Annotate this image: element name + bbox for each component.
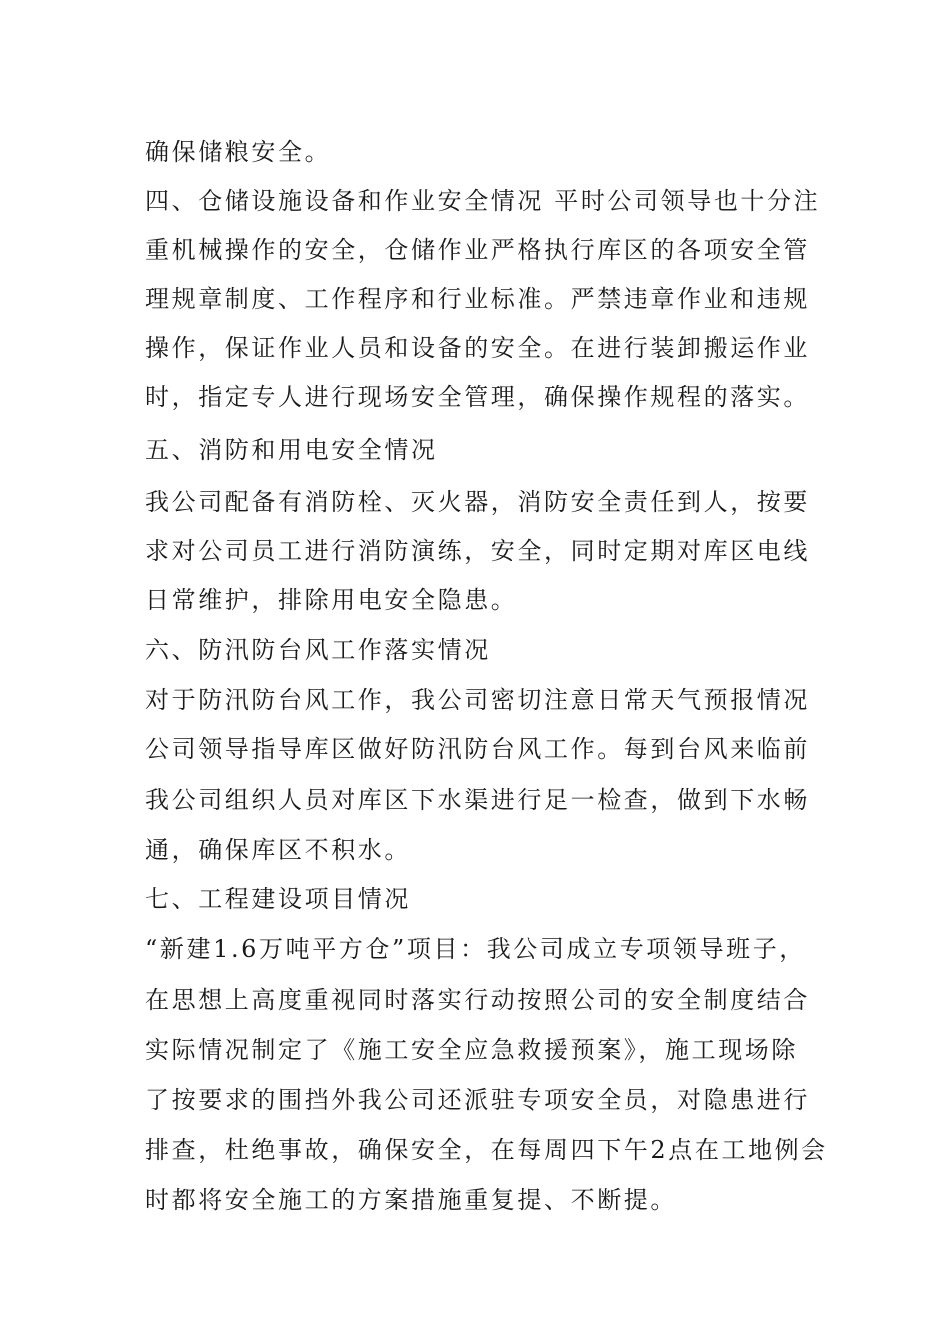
text-line: 在思想上高度重视同时落实行动按照公司的安全制度结合 — [145, 986, 810, 1014]
text-line: 实际情况制定了《施工安全应急救援预案》，施工现场除 — [145, 1036, 798, 1064]
text-line: 排查，杜绝事故，确保安全，在每周四下午2点在工地例会 — [145, 1136, 828, 1164]
section-heading-7: 七、工程建设项目情况 — [145, 885, 411, 913]
text-line: 对于防汛防台风工作，我公司密切注意日常天气预报情况 — [145, 686, 810, 714]
text-line: 确保储粮安全。 — [145, 138, 332, 166]
text-line: 通，确保库区不积水。 — [145, 836, 411, 864]
text-line: 日常维护，排除用电安全隐患。 — [145, 586, 518, 614]
text-line: 时，指定专人进行现场安全管理，确保操作规程的落实。 — [145, 383, 810, 411]
text-line: 重机械操作的安全，仓储作业严格执行库区的各项安全管 — [145, 236, 810, 264]
text-line: 我公司组织人员对库区下水渠进行足一检查，做到下水畅 — [145, 786, 810, 814]
text-line: 操作，保证作业人员和设备的安全。在进行装卸搬运作业 — [145, 334, 810, 362]
text-line: 公司领导指导库区做好防汛防台风工作。每到台风来临前 — [145, 735, 810, 763]
text-line: “新建1.6万吨平方仓”项目：我公司成立专项领导班子， — [145, 935, 806, 963]
text-line: 了按要求的围挡外我公司还派驻专项安全员，对隐患进行 — [145, 1086, 810, 1114]
text-line: 求对公司员工进行消防演练，安全，同时定期对库区电线 — [145, 537, 810, 565]
text-line: 我公司配备有消防栓、灭火器，消防安全责任到人，按要 — [145, 488, 810, 516]
section-heading-5: 五、消防和用电安全情况 — [145, 436, 438, 464]
section-heading-6: 六、防汛防台风工作落实情况 — [145, 636, 491, 664]
text-line: 时都将安全施工的方案措施重复提、不断提。 — [145, 1186, 677, 1214]
section-heading-4: 四、仓储设施设备和作业安全情况 平时公司领导也十分注 — [145, 187, 821, 215]
text-line: 理规章制度、工作程序和行业标准。严禁违章作业和违规 — [145, 285, 810, 313]
